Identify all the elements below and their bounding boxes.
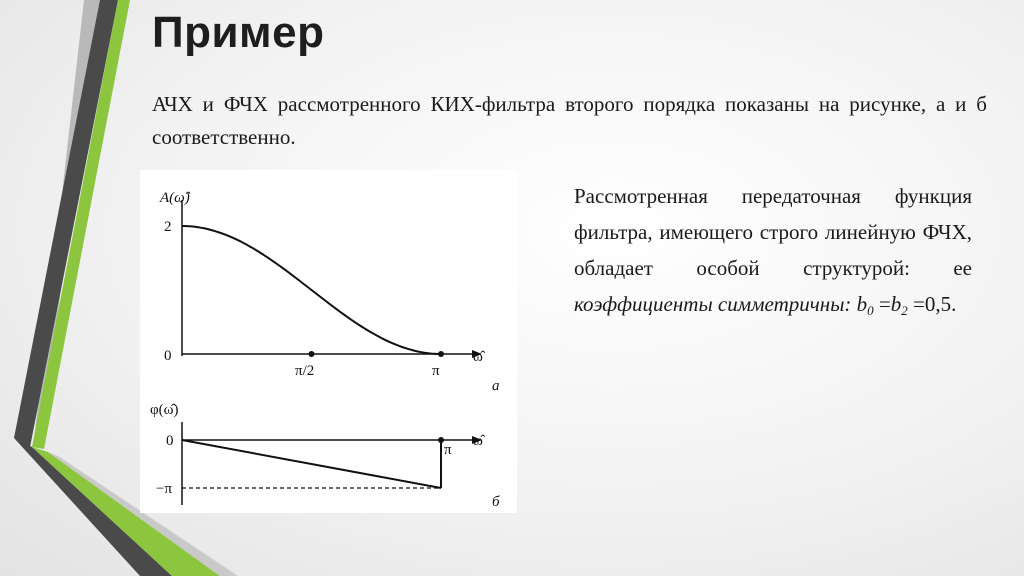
amp-ytick-0: 0 [164, 348, 172, 364]
phase-ylabel: φ(ω̂) [150, 402, 179, 418]
chart-phase [150, 402, 500, 510]
amp-point-pi [438, 351, 444, 357]
amp-xlabel: ω̂ [473, 349, 483, 365]
amp-panel-label: а [492, 378, 500, 394]
figure-panel [140, 170, 517, 513]
slide-title: Пример [152, 8, 325, 57]
side-paragraph [574, 178, 972, 322]
coef-b2: $b_2$ [890, 292, 908, 318]
side-text-part2: , обладает особой структурой: ее [574, 220, 972, 280]
side-text-eq: = [873, 292, 891, 316]
intro-paragraph: АЧХ и ФЧХ рассмотренного КИХ-фильтра второго порядка показаны на рисунке, а и б соответственно. [152, 92, 987, 149]
amp-xtick-pi-half: π/2 [295, 363, 315, 379]
phase-ytick-0: 0 [166, 433, 174, 449]
amp-xtick-pi: π [432, 363, 440, 379]
frequency-response-figure [140, 170, 517, 513]
coef-b0: $b_0$ [856, 292, 874, 318]
side-text-part1: Рассмотренная передаточная функция фильтра, имеющего строго линейную [574, 184, 972, 244]
amp-series-line [182, 226, 441, 354]
phase-panel-label: б [492, 494, 500, 510]
phase-xtick-pi: π [444, 442, 452, 458]
phase-ytick-minus-pi: −π [156, 481, 173, 497]
side-text-italic: коэффициенты симметричны: [574, 292, 852, 316]
phase-xlabel: ω̂ [473, 433, 483, 449]
amp-ylabel: A(ω̂) [160, 190, 190, 206]
chart-amplitude [159, 190, 500, 394]
amp-ytick-2: 2 [164, 219, 172, 235]
phase-series-line [182, 440, 441, 488]
amp-point-pi-half [309, 351, 315, 357]
side-text-fchx: ФЧХ [922, 220, 967, 244]
side-text-value: =0,5. [907, 292, 957, 316]
